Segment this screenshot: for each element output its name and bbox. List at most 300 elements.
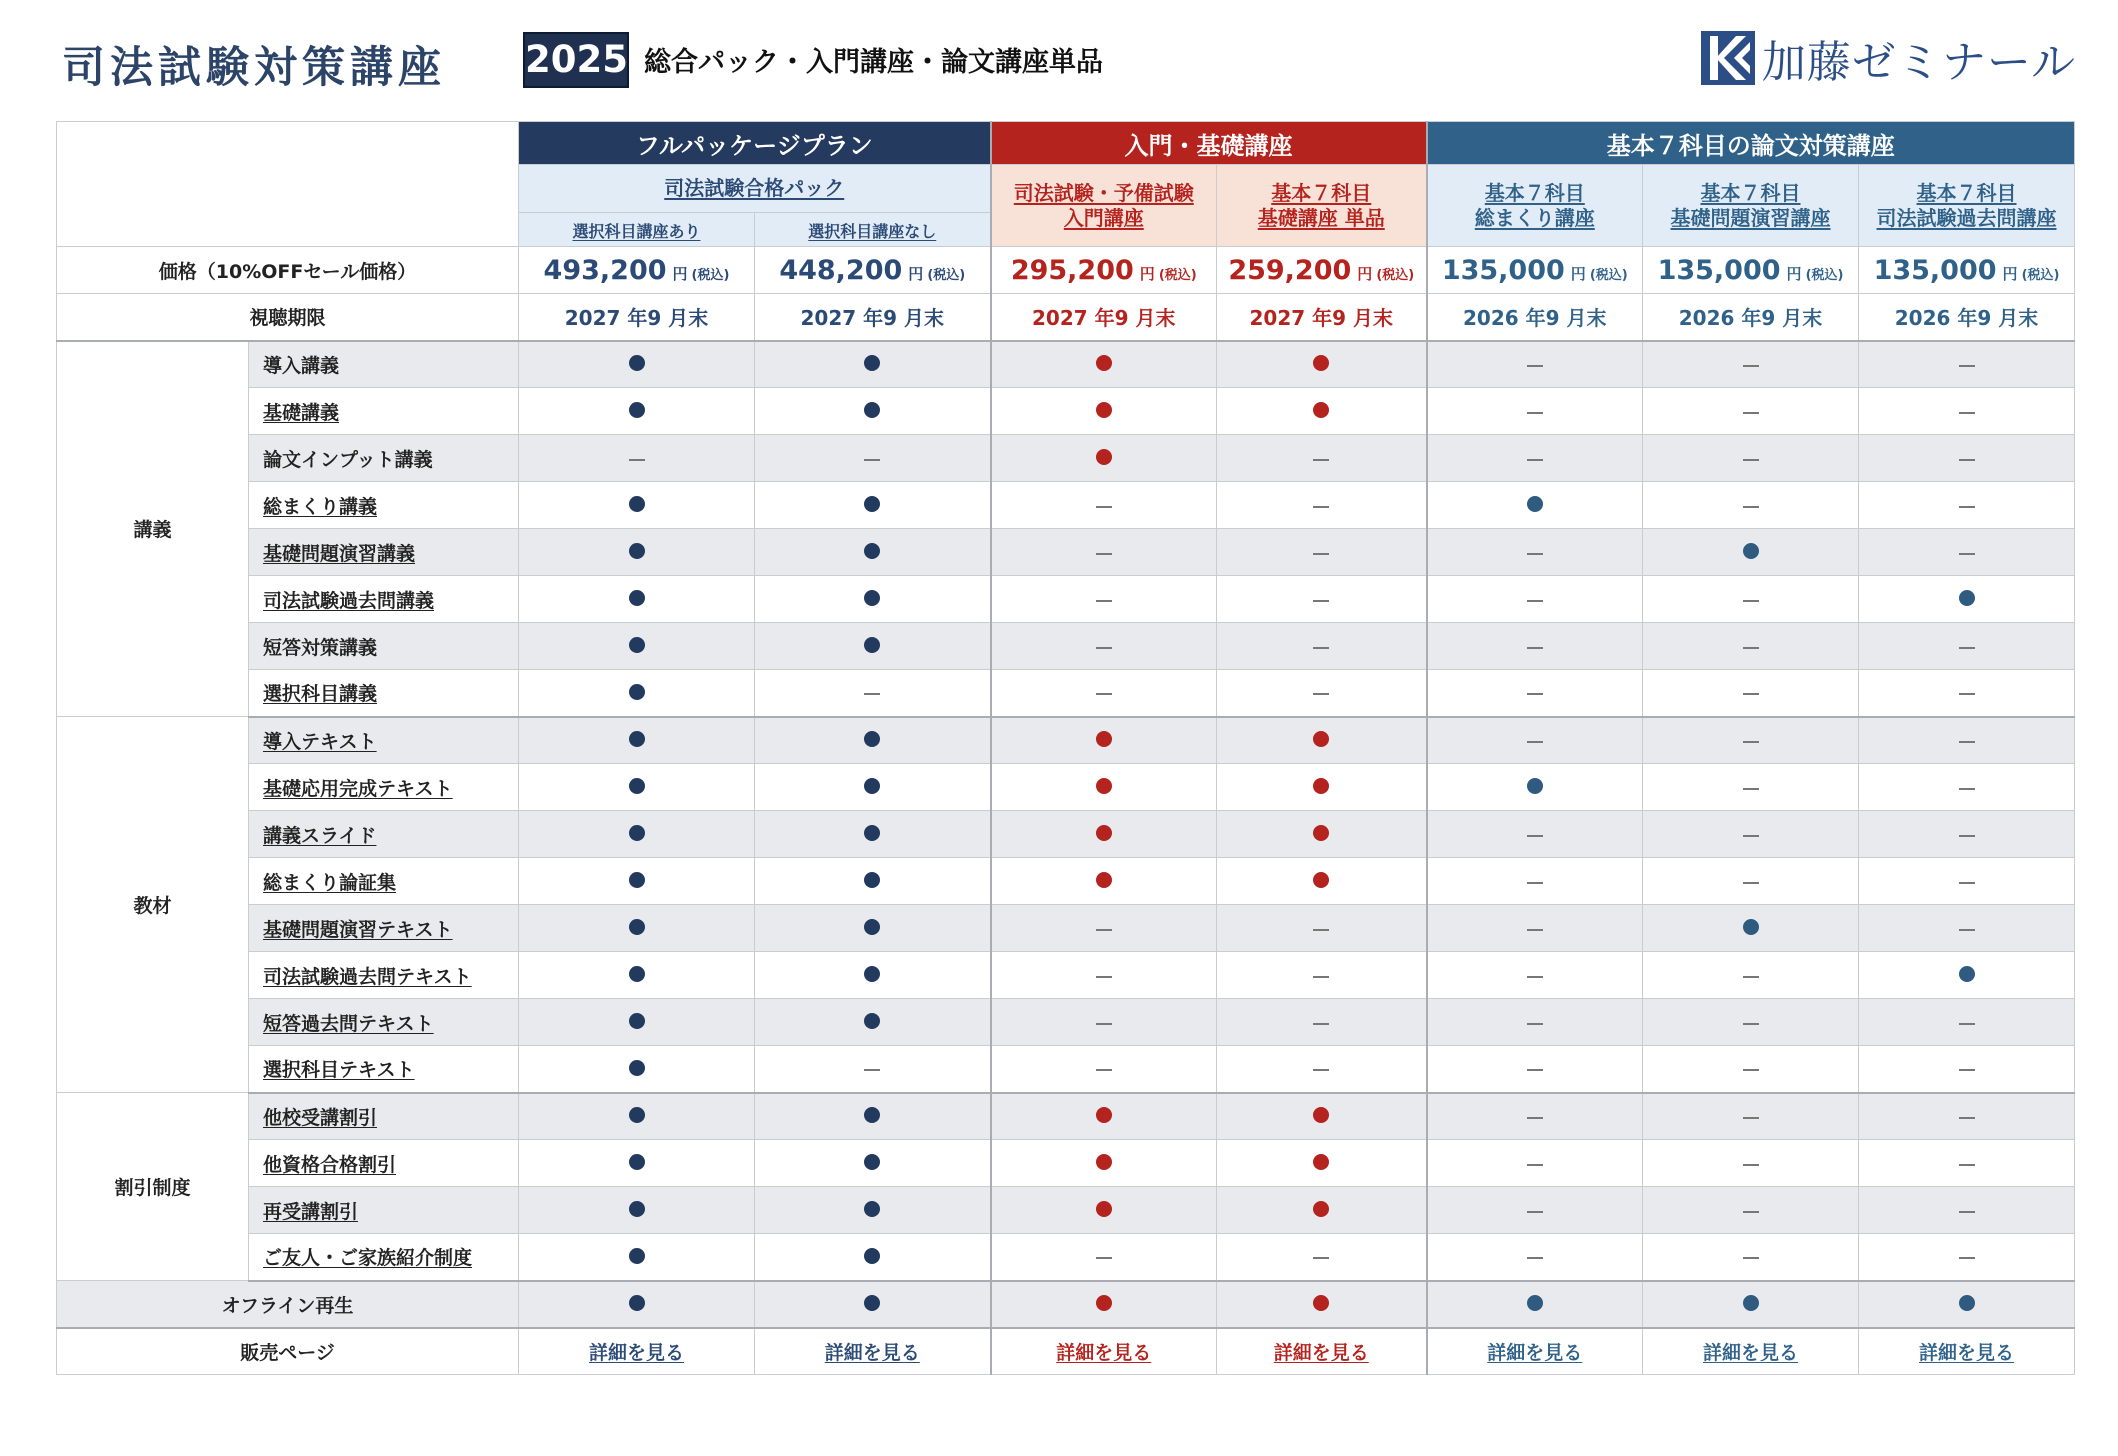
detail-link[interactable]: 詳細を見る xyxy=(1273,1341,1369,1364)
not-included-dash-icon xyxy=(1527,1257,1543,1259)
not-included-dash-icon xyxy=(1743,835,1759,837)
included-dot-icon xyxy=(1313,355,1329,371)
not-included-cell xyxy=(1643,435,1859,482)
included-cell xyxy=(519,482,755,529)
not-included-cell xyxy=(991,1046,1217,1093)
not-included-dash-icon xyxy=(1096,1069,1112,1071)
feature-label[interactable]: 選択科目講義 xyxy=(249,670,519,717)
sales-page-label: 販売ページ xyxy=(57,1328,519,1375)
included-cell xyxy=(755,1281,991,1328)
not-included-dash-icon xyxy=(1959,1211,1975,1213)
price-cell: 259,200 円 (税込) xyxy=(1217,247,1427,294)
not-included-dash-icon xyxy=(1959,412,1975,414)
period-row xyxy=(57,294,2075,341)
not-included-cell xyxy=(1217,1234,1427,1281)
not-included-cell xyxy=(1859,1187,2075,1234)
not-included-cell xyxy=(1427,811,1643,858)
included-dot-icon xyxy=(1313,1295,1329,1311)
included-cell xyxy=(1217,1140,1427,1187)
not-included-dash-icon xyxy=(1959,741,1975,743)
included-cell xyxy=(519,529,755,576)
included-cell xyxy=(1217,717,1427,764)
not-included-cell xyxy=(1859,623,2075,670)
detail-link[interactable]: 詳細を見る xyxy=(1056,1341,1152,1364)
feature-label[interactable]: ご友人・ご家族紹介制度 xyxy=(249,1234,519,1281)
included-dot-icon xyxy=(1096,825,1112,841)
detail-link-cell[interactable] xyxy=(755,1328,991,1375)
category-material: 教材 xyxy=(57,717,249,1093)
not-included-dash-icon xyxy=(1527,647,1543,649)
feature-label: 短答対策講義 xyxy=(249,623,519,670)
included-dot-icon xyxy=(629,590,645,606)
not-included-dash-icon xyxy=(1527,600,1543,602)
not-included-dash-icon xyxy=(1959,693,1975,695)
not-included-cell xyxy=(755,435,991,482)
feature-row xyxy=(57,905,2075,952)
plan-summary-course[interactable]: 基本７科目 総まくり講座 xyxy=(1427,165,1643,247)
included-cell xyxy=(1859,576,2075,623)
not-included-cell xyxy=(1643,952,1859,999)
included-cell xyxy=(991,1093,1217,1140)
feature-row xyxy=(57,999,2075,1046)
not-included-dash-icon xyxy=(1096,553,1112,555)
not-included-cell xyxy=(1217,1046,1427,1093)
not-included-dash-icon xyxy=(1959,459,1975,461)
not-included-cell xyxy=(1217,670,1427,717)
not-included-dash-icon xyxy=(1313,929,1329,931)
not-included-dash-icon xyxy=(1096,600,1112,602)
not-included-cell xyxy=(991,482,1217,529)
included-dot-icon xyxy=(864,778,880,794)
detail-link-cell[interactable] xyxy=(991,1328,1217,1375)
feature-label[interactable]: 総まくり講義 xyxy=(249,482,519,529)
feature-label[interactable]: 司法試験過去問講義 xyxy=(249,576,519,623)
feature-label[interactable]: 基礎問題演習テキスト xyxy=(249,905,519,952)
not-included-dash-icon xyxy=(1527,741,1543,743)
included-dot-icon xyxy=(629,543,645,559)
included-cell xyxy=(755,811,991,858)
included-cell xyxy=(755,717,991,764)
logo-text: 加藤ゼミナール xyxy=(1761,37,2076,88)
plan-exercise-course[interactable]: 基本７科目 基礎問題演習講座 xyxy=(1643,165,1859,247)
not-included-dash-icon xyxy=(1527,929,1543,931)
included-dot-icon xyxy=(1313,825,1329,841)
not-included-cell xyxy=(519,435,755,482)
included-cell xyxy=(991,435,1217,482)
period-cell: 2026 年9 月末 xyxy=(1859,294,2075,341)
detail-link[interactable]: 詳細を見る xyxy=(588,1341,684,1364)
not-included-cell xyxy=(1859,764,2075,811)
included-dot-icon xyxy=(1527,778,1543,794)
not-included-dash-icon xyxy=(1096,929,1112,931)
included-cell xyxy=(519,388,755,435)
included-cell xyxy=(519,623,755,670)
not-included-cell xyxy=(1217,482,1427,529)
feature-row xyxy=(57,482,2075,529)
not-included-cell xyxy=(1859,1046,2075,1093)
not-included-dash-icon xyxy=(1959,365,1975,367)
included-dot-icon xyxy=(1313,731,1329,747)
price-cell: 493,200 円 (税込) xyxy=(519,247,755,294)
not-included-dash-icon xyxy=(1743,976,1759,978)
not-included-cell xyxy=(1427,999,1643,1046)
included-cell xyxy=(519,858,755,905)
included-cell xyxy=(755,905,991,952)
included-cell xyxy=(519,1234,755,1281)
included-cell xyxy=(519,811,755,858)
included-dot-icon xyxy=(629,966,645,982)
not-included-cell xyxy=(1859,1234,2075,1281)
not-included-cell xyxy=(1859,1140,2075,1187)
not-included-cell xyxy=(991,905,1217,952)
not-included-cell xyxy=(1217,623,1427,670)
plan-pass-pack[interactable]: 司法試験合格パック xyxy=(519,165,991,213)
included-dot-icon xyxy=(1527,496,1543,512)
not-included-cell xyxy=(1427,435,1643,482)
included-cell xyxy=(755,999,991,1046)
not-included-dash-icon xyxy=(1959,506,1975,508)
offline-label: オフライン再生 xyxy=(57,1281,519,1328)
offline-row xyxy=(57,1281,2075,1328)
included-cell xyxy=(519,717,755,764)
option-without-elective[interactable]: 選択科目講座なし xyxy=(755,213,991,247)
not-included-cell xyxy=(1427,952,1643,999)
not-included-dash-icon xyxy=(1743,741,1759,743)
not-included-dash-icon xyxy=(1743,1164,1759,1166)
feature-row xyxy=(57,1093,2075,1140)
period-label: 視聴期限 xyxy=(57,294,519,341)
included-dot-icon xyxy=(629,496,645,512)
feature-label: 導入講義 xyxy=(249,341,519,388)
not-included-cell xyxy=(1427,1093,1643,1140)
included-cell xyxy=(755,952,991,999)
not-included-cell xyxy=(1217,905,1427,952)
feature-label[interactable]: 選択科目テキスト xyxy=(249,1046,519,1093)
not-included-cell xyxy=(1427,529,1643,576)
included-cell xyxy=(991,1281,1217,1328)
feature-row xyxy=(57,952,2075,999)
feature-row xyxy=(57,1046,2075,1093)
included-cell xyxy=(1217,388,1427,435)
not-included-cell xyxy=(1643,858,1859,905)
not-included-dash-icon xyxy=(1527,1211,1543,1213)
included-dot-icon xyxy=(1096,402,1112,418)
feature-row xyxy=(57,1140,2075,1187)
period-cell: 2026 年9 月末 xyxy=(1643,294,1859,341)
not-included-dash-icon xyxy=(1743,788,1759,790)
corner-cell xyxy=(57,122,519,247)
included-cell xyxy=(519,905,755,952)
not-included-dash-icon xyxy=(1743,1257,1759,1259)
included-cell xyxy=(991,764,1217,811)
not-included-dash-icon xyxy=(1959,1069,1975,1071)
included-cell xyxy=(991,388,1217,435)
included-cell xyxy=(1643,1281,1859,1328)
included-dot-icon xyxy=(1313,778,1329,794)
not-included-cell xyxy=(1427,576,1643,623)
included-dot-icon xyxy=(864,872,880,888)
included-dot-icon xyxy=(864,402,880,418)
included-dot-icon xyxy=(629,872,645,888)
not-included-dash-icon xyxy=(1743,600,1759,602)
included-cell xyxy=(1859,952,2075,999)
not-included-dash-icon xyxy=(1527,365,1543,367)
included-cell xyxy=(519,1187,755,1234)
not-included-dash-icon xyxy=(1527,976,1543,978)
included-cell xyxy=(519,670,755,717)
not-included-dash-icon xyxy=(1959,1257,1975,1259)
included-dot-icon xyxy=(629,402,645,418)
not-included-cell xyxy=(1427,858,1643,905)
detail-link-cell[interactable] xyxy=(1643,1328,1859,1375)
included-dot-icon xyxy=(864,1107,880,1123)
included-cell xyxy=(519,1281,755,1328)
not-included-dash-icon xyxy=(1743,506,1759,508)
not-included-cell xyxy=(1427,905,1643,952)
not-included-dash-icon xyxy=(1313,693,1329,695)
included-dot-icon xyxy=(864,1248,880,1264)
not-included-cell xyxy=(1859,670,2075,717)
included-dot-icon xyxy=(864,637,880,653)
not-included-cell xyxy=(1217,999,1427,1046)
not-included-dash-icon xyxy=(1096,1023,1112,1025)
not-included-dash-icon xyxy=(864,1069,880,1071)
not-included-cell xyxy=(1859,435,2075,482)
option-with-elective[interactable]: 選択科目講座あり xyxy=(519,213,755,247)
included-cell xyxy=(1427,1281,1643,1328)
feature-label[interactable]: 導入テキスト xyxy=(249,717,519,764)
not-included-cell xyxy=(1859,482,2075,529)
price-cell: 135,000 円 (税込) xyxy=(1427,247,1643,294)
not-included-cell xyxy=(1427,1046,1643,1093)
included-cell xyxy=(755,529,991,576)
not-included-dash-icon xyxy=(1527,1117,1543,1119)
not-included-dash-icon xyxy=(1096,976,1112,978)
price-cell: 135,000 円 (税込) xyxy=(1643,247,1859,294)
not-included-cell xyxy=(991,999,1217,1046)
included-cell xyxy=(755,1093,991,1140)
not-included-cell xyxy=(1643,811,1859,858)
included-dot-icon xyxy=(1959,590,1975,606)
not-included-cell xyxy=(1643,388,1859,435)
included-dot-icon xyxy=(1313,1201,1329,1217)
included-dot-icon xyxy=(1096,731,1112,747)
feature-label[interactable]: 短答過去問テキスト xyxy=(249,999,519,1046)
category-discount: 割引制度 xyxy=(57,1093,249,1281)
plan-intro-course[interactable]: 司法試験・予備試験 入門講座 xyxy=(991,165,1217,247)
included-cell xyxy=(755,388,991,435)
included-cell xyxy=(755,764,991,811)
included-dot-icon xyxy=(1959,966,1975,982)
detail-link-cell[interactable] xyxy=(519,1328,755,1375)
detail-link-cell[interactable] xyxy=(1859,1328,2075,1375)
not-included-dash-icon xyxy=(1527,882,1543,884)
plan-basic-course[interactable]: 基本７科目 基礎講座 単品 xyxy=(1217,165,1427,247)
included-dot-icon xyxy=(629,825,645,841)
included-cell xyxy=(1217,1187,1427,1234)
included-cell xyxy=(1217,341,1427,388)
included-dot-icon xyxy=(864,543,880,559)
logo[interactable] xyxy=(1700,28,2076,88)
feature-label[interactable]: 総まくり論証集 xyxy=(249,858,519,905)
included-dot-icon xyxy=(1959,1295,1975,1311)
included-dot-icon xyxy=(1096,1154,1112,1170)
group-intro-basic: 入門・基礎講座 xyxy=(991,122,1427,165)
not-included-cell xyxy=(1643,717,1859,764)
kato-logo-icon xyxy=(1700,30,1756,86)
feature-row xyxy=(57,529,2075,576)
included-cell xyxy=(1427,482,1643,529)
not-included-cell xyxy=(1859,388,2075,435)
not-included-dash-icon xyxy=(1959,1164,1975,1166)
included-cell xyxy=(519,341,755,388)
not-included-dash-icon xyxy=(1527,412,1543,414)
included-cell xyxy=(755,482,991,529)
included-dot-icon xyxy=(1743,1295,1759,1311)
included-cell xyxy=(1217,858,1427,905)
included-cell xyxy=(991,341,1217,388)
not-included-dash-icon xyxy=(1743,1023,1759,1025)
feature-label[interactable]: 他校受講割引 xyxy=(249,1093,519,1140)
not-included-cell xyxy=(1859,717,2075,764)
feature-row xyxy=(57,670,2075,717)
feature-label[interactable]: 再受講割引 xyxy=(249,1187,519,1234)
feature-row xyxy=(57,764,2075,811)
included-cell xyxy=(755,1187,991,1234)
category-lecture: 講義 xyxy=(57,341,249,717)
not-included-cell xyxy=(1859,1093,2075,1140)
price-row xyxy=(57,247,2075,294)
included-cell xyxy=(1643,529,1859,576)
included-dot-icon xyxy=(864,825,880,841)
not-included-dash-icon xyxy=(864,693,880,695)
included-dot-icon xyxy=(864,731,880,747)
included-cell xyxy=(1427,764,1643,811)
not-included-dash-icon xyxy=(1527,1069,1543,1071)
not-included-dash-icon xyxy=(1959,553,1975,555)
feature-row xyxy=(57,388,2075,435)
included-cell xyxy=(519,1140,755,1187)
not-included-dash-icon xyxy=(1527,1023,1543,1025)
included-cell xyxy=(755,858,991,905)
comparison-table xyxy=(56,121,2075,1375)
included-dot-icon xyxy=(1096,1295,1112,1311)
detail-link[interactable]: 詳細を見る xyxy=(1919,1341,2015,1364)
not-included-dash-icon xyxy=(1959,1117,1975,1119)
not-included-dash-icon xyxy=(1527,553,1543,555)
feature-row xyxy=(57,811,2075,858)
not-included-dash-icon xyxy=(1527,459,1543,461)
not-included-cell xyxy=(1859,811,2075,858)
not-included-dash-icon xyxy=(1743,412,1759,414)
included-cell xyxy=(991,717,1217,764)
not-included-cell xyxy=(1643,764,1859,811)
not-included-cell xyxy=(755,1046,991,1093)
feature-row xyxy=(57,576,2075,623)
not-included-dash-icon xyxy=(1959,882,1975,884)
detail-link-cell[interactable] xyxy=(1427,1328,1643,1375)
feature-row xyxy=(57,341,2075,388)
detail-link[interactable]: 詳細を見る xyxy=(1487,1341,1583,1364)
price-cell: 135,000 円 (税込) xyxy=(1859,247,2075,294)
not-included-dash-icon xyxy=(1743,1211,1759,1213)
included-cell xyxy=(1643,905,1859,952)
detail-link[interactable]: 詳細を見る xyxy=(1703,1341,1799,1364)
not-included-dash-icon xyxy=(1313,1069,1329,1071)
included-cell xyxy=(1217,764,1427,811)
not-included-cell xyxy=(1859,858,2075,905)
not-included-cell xyxy=(1427,623,1643,670)
page-subtitle: 総合パック・入門講座・論文講座単品 xyxy=(644,47,1103,78)
plan-past-exam-course[interactable]: 基本７科目 司法試験過去問講座 xyxy=(1859,165,2075,247)
included-cell xyxy=(755,341,991,388)
group-full-package: フルパッケージプラン xyxy=(519,122,991,165)
included-cell xyxy=(1217,1281,1427,1328)
not-included-cell xyxy=(1643,1234,1859,1281)
not-included-dash-icon xyxy=(864,459,880,461)
not-included-dash-icon xyxy=(1313,553,1329,555)
included-dot-icon xyxy=(1527,1295,1543,1311)
included-dot-icon xyxy=(1096,872,1112,888)
feature-label[interactable]: 司法試験過去問テキスト xyxy=(249,952,519,999)
not-included-dash-icon xyxy=(1527,693,1543,695)
not-included-cell xyxy=(1217,435,1427,482)
included-cell xyxy=(991,1140,1217,1187)
not-included-cell xyxy=(1643,623,1859,670)
period-cell: 2027 年9 月末 xyxy=(519,294,755,341)
not-included-cell xyxy=(1643,482,1859,529)
price-label: 価格（10%OFFセール価格） xyxy=(57,247,519,294)
period-cell: 2027 年9 月末 xyxy=(991,294,1217,341)
feature-label[interactable]: 基礎応用完成テキスト xyxy=(249,764,519,811)
included-dot-icon xyxy=(629,731,645,747)
detail-link[interactable]: 詳細を見る xyxy=(824,1341,920,1364)
included-dot-icon xyxy=(1096,1107,1112,1123)
feature-label[interactable]: 基礎講義 xyxy=(249,388,519,435)
included-dot-icon xyxy=(1313,872,1329,888)
not-included-cell xyxy=(1427,670,1643,717)
not-included-dash-icon xyxy=(1743,1117,1759,1119)
period-cell: 2027 年9 月末 xyxy=(755,294,991,341)
not-included-dash-icon xyxy=(1313,976,1329,978)
feature-row xyxy=(57,717,2075,764)
group-essay: 基本７科目の論文対策講座 xyxy=(1427,122,2075,165)
included-cell xyxy=(519,952,755,999)
not-included-cell xyxy=(1643,1046,1859,1093)
included-cell xyxy=(755,576,991,623)
included-cell xyxy=(1217,1093,1427,1140)
included-dot-icon xyxy=(1096,449,1112,465)
price-cell: 295,200 円 (税込) xyxy=(991,247,1217,294)
included-dot-icon xyxy=(1313,1154,1329,1170)
year-badge: 2025 xyxy=(523,32,629,88)
included-dot-icon xyxy=(629,1060,645,1076)
not-included-cell xyxy=(1427,1187,1643,1234)
not-included-dash-icon xyxy=(1313,506,1329,508)
included-dot-icon xyxy=(864,590,880,606)
feature-label[interactable]: 講義スライド xyxy=(249,811,519,858)
feature-label[interactable]: 他資格合格割引 xyxy=(249,1140,519,1187)
feature-row xyxy=(57,1234,2075,1281)
included-dot-icon xyxy=(1313,1107,1329,1123)
detail-link-cell[interactable] xyxy=(1217,1328,1427,1375)
not-included-dash-icon xyxy=(1527,1164,1543,1166)
feature-label[interactable]: 基礎問題演習講義 xyxy=(249,529,519,576)
included-dot-icon xyxy=(629,355,645,371)
not-included-dash-icon xyxy=(1313,1023,1329,1025)
not-included-dash-icon xyxy=(1959,1023,1975,1025)
included-dot-icon xyxy=(1096,778,1112,794)
